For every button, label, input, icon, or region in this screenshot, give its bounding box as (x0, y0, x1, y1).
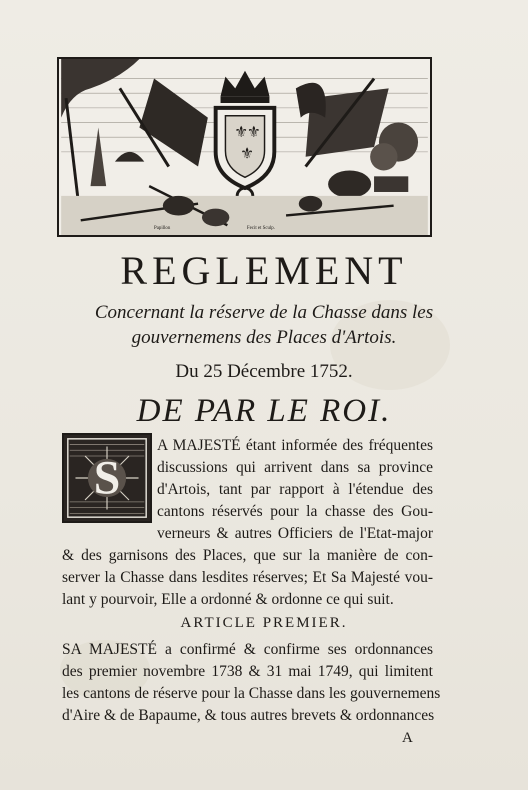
headpiece-engraving (57, 57, 432, 237)
svg-text:⚜: ⚜ (234, 122, 249, 142)
document-date: Du 25 Décembre 1752. (175, 361, 353, 382)
preamble-line: verneurs & autres Officiers de l'Etat-major (157, 525, 433, 542)
preamble-line: server la Chasse dans lesdites réserves; Et Sa Majesté vou- (62, 569, 433, 586)
drop-cap (62, 433, 152, 523)
preamble-line: cantons réservés pour la chasse des Gou- (157, 503, 433, 520)
svg-text:⚜: ⚜ (246, 122, 261, 142)
ornamental-initial-illustration (64, 435, 150, 521)
royal-heading: DE PAR LE ROI. (136, 393, 392, 429)
catchword: A (402, 730, 413, 746)
document-title: REGLEMENT (120, 248, 408, 293)
article-line: SA MAJESTÉ a confirmé & confirme ses ordonnances (62, 641, 433, 658)
engraver-signature-right: Fecit et Sculp. (246, 226, 275, 232)
article-line: les cantons de réserve pour la Chasse dans les gouvernemens (62, 685, 441, 702)
preamble-line: & des garnisons des Places, que sur la manière de con- (62, 547, 433, 564)
engraver-signature-left: Papillon (154, 226, 171, 232)
preamble-line: discussions qui arrivent dans sa province (157, 459, 433, 476)
article-heading: ARTICLE PREMIER. (180, 615, 348, 631)
drop-cap-letter: S (93, 451, 121, 505)
document-subtitle (40, 300, 488, 350)
svg-text:⚜: ⚜ (240, 143, 255, 163)
article-line: des premier novembre 1738 & 31 mai 1749, qui limitent (62, 663, 433, 680)
preamble-line: d'Artois, tant par rapport à l'étendue des (157, 481, 433, 498)
preamble-line: lant y pourvoir, Elle a ordonné & ordonne ce qui suit. (62, 591, 394, 608)
subtitle-line: gouvernemens des Places d'Artois. (131, 327, 397, 348)
royal-arms-trophy-illustration (59, 59, 430, 235)
preamble-line: A MAJESTÉ étant informée des fréquentes (157, 437, 433, 454)
subtitle-line: Concernant la réserve de la Chasse dans les (94, 302, 434, 323)
article-line: d'Aire & de Bapaume, & tous autres brevets & ordonnances (62, 707, 435, 724)
